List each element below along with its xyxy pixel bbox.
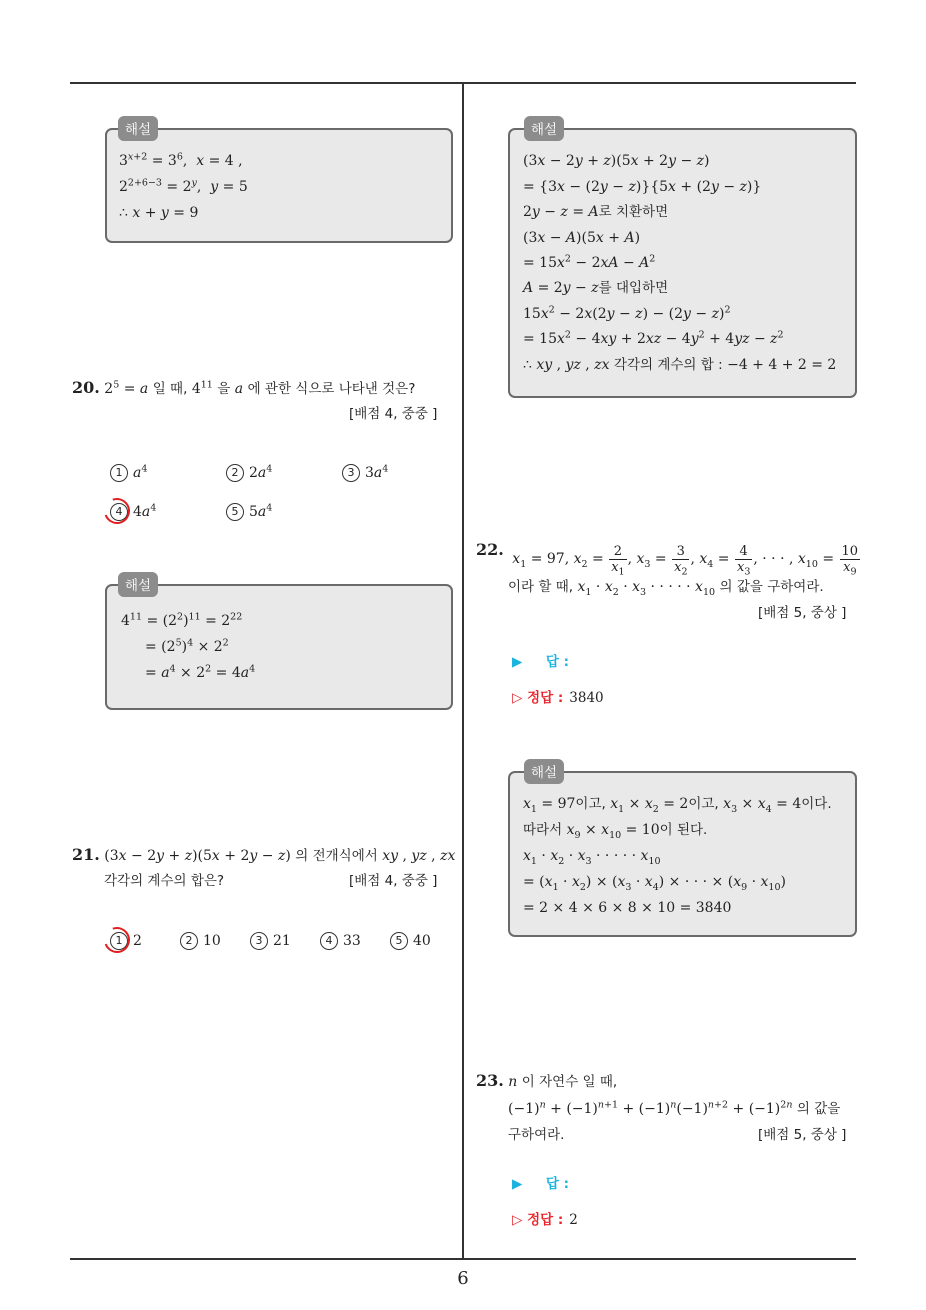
question-21-line-2: 각각의 계수의 합은? bbox=[104, 873, 225, 889]
solution-box-20 bbox=[105, 584, 453, 710]
question-23-line-3: 구하여라. bbox=[508, 1127, 565, 1143]
outline-play-icon: ▷ bbox=[512, 690, 523, 706]
outline-play-icon: ▷ bbox=[512, 1212, 523, 1228]
solution-21-line-2: = {3x − (2y − z)}{5x + (2y − z)} bbox=[523, 179, 762, 195]
solution-box-19 bbox=[105, 128, 453, 243]
solution-20-line-2: = $(2^5)^4 \times 2^2$ bbox=[145, 637, 229, 655]
choice-21-2[interactable]: 2 10 bbox=[180, 932, 221, 950]
choice-21-1[interactable]: 1 2 bbox=[110, 932, 142, 950]
solution-box-22 bbox=[508, 771, 857, 937]
choice-number-4: 4 bbox=[110, 503, 128, 521]
solution-21-line-9: ∴ xy , yz , zx 각각의 계수의 합 : −4 + 4 + 2 = 2 bbox=[523, 357, 837, 373]
choice-number-4: 4 bbox=[320, 932, 338, 950]
solution-19-line-2: $2^{2+6-3} = 2^y$, y = 5 bbox=[119, 177, 248, 195]
question-22-meta: [배점 5, 중상 ] bbox=[758, 605, 847, 621]
solution-21-line-6: A = 2y − z를 대입하면 bbox=[523, 280, 669, 296]
question-21-line-1: 21. (3x − 2y + z)(5x + 2y − z) 의 전개식에서 xy , yz , zx bbox=[72, 845, 456, 864]
choice-20-1[interactable]: 1 $a^4$ bbox=[110, 464, 147, 482]
choice-20-5[interactable]: 5 $5a^4$ bbox=[226, 503, 272, 521]
question-21-number: 21. bbox=[72, 845, 100, 864]
question-20-meta: [배점 4, 중중 ] bbox=[349, 406, 438, 422]
choice-number-3: 3 bbox=[250, 932, 268, 950]
question-20-number: 20. bbox=[72, 378, 100, 397]
solution-22-line-4: = $(x_1 \cdot x_2) \times (x_3 \cdot x_4)$ × · · · × $(x_9 \cdot x_{10})$ bbox=[523, 874, 786, 893]
choice-21-3[interactable]: 3 21 bbox=[250, 932, 291, 950]
answer-row-22[interactable] bbox=[512, 650, 569, 670]
solution-21-line-5: = $15x^2 - 2xA - A^2$ bbox=[523, 253, 656, 271]
question-21-meta: [배점 4, 중중 ] bbox=[349, 873, 438, 889]
column-divider bbox=[462, 84, 464, 1260]
solution-tag-20: 해설 bbox=[118, 572, 158, 597]
solution-21-line-3: 2y − z = A로 치환하면 bbox=[523, 204, 669, 220]
play-icon: ▶ bbox=[512, 654, 523, 670]
choice-21-5[interactable]: 5 40 bbox=[390, 932, 431, 950]
question-23-line-1: 23. n 이 자연수 일 때, bbox=[476, 1071, 618, 1090]
question-20-text: 20. $2^5 = a$ 일 때, $4^{11}$ 을 a 에 관한 식으로 나타낸 것은? bbox=[72, 378, 416, 397]
solution-20-line-3: = $a^4 \times 2^2 = 4a^4$ bbox=[145, 663, 256, 681]
solution-tag-21: 해설 bbox=[524, 116, 564, 141]
bottom-rule bbox=[70, 1258, 856, 1260]
correct-row-22 bbox=[512, 686, 604, 706]
question-23-line-2: $(-1)^n + (-1)^{n+1} + (-1)^n(-1)^{n+2} + (-1)^{2n}$ 의 값을 bbox=[508, 1099, 841, 1117]
solution-21-line-8: = $15x^2 - 4xy + 2xz - 4y^2 + 4yz - z^2$ bbox=[523, 329, 784, 347]
choice-number-1: 1 bbox=[110, 464, 128, 482]
solution-22-line-1: $x_1 = 97$이고, $x_1 \times x_2 = 2$이고, $x_3 \times x_4 = 4$이다. bbox=[523, 796, 832, 815]
answer-mark-20 bbox=[100, 494, 135, 529]
choice-21-4[interactable]: 4 33 bbox=[320, 932, 361, 950]
question-22-formula: 22. $x_1 = 97$, $x_2$ = $\frac{2}{x_1}$ , $x_3$ = $\frac{3}{x_2}$ , $x_4$ = $\frac{4}{x_3}$ , · · · , $x_{10}$ = $\frac{10}{x_9}$ bbox=[476, 540, 859, 578]
solution-22-line-5: = 2 × 4 × 6 × 8 × 10 = 3840 bbox=[523, 900, 732, 916]
choice-number-5: 5 bbox=[226, 503, 244, 521]
answer-row-23[interactable] bbox=[512, 1172, 569, 1192]
question-23-number: 23. bbox=[476, 1071, 504, 1090]
correct-label-23: 정답 : bbox=[527, 1212, 564, 1228]
choice-20-2[interactable]: 2 $2a^4$ bbox=[226, 464, 272, 482]
correct-label-22: 정답 : bbox=[527, 690, 564, 706]
correct-row-23 bbox=[512, 1208, 578, 1228]
page-number: 6 bbox=[457, 1268, 469, 1289]
solution-21-line-1: (3x − 2y + z)(5x + 2y − z) bbox=[523, 153, 710, 169]
choice-number-2: 2 bbox=[226, 464, 244, 482]
question-22-number: 22. bbox=[476, 540, 504, 559]
solution-box-21 bbox=[508, 128, 857, 398]
answer-label-22: 답 : bbox=[545, 654, 570, 670]
solution-22-line-2: 따라서 $x_9 \times x_{10} = 10$이 된다. bbox=[523, 822, 708, 841]
solution-19-line-1: $3^{x+2} = 3^6$, x = 4 , bbox=[119, 151, 243, 169]
choice-number-2: 2 bbox=[180, 932, 198, 950]
question-23-meta: [배점 5, 중상 ] bbox=[758, 1127, 847, 1143]
choice-number-5: 5 bbox=[390, 932, 408, 950]
solution-tag-22: 해설 bbox=[524, 759, 564, 784]
question-22-text: 이라 할 때, $x_1 \cdot x_2 \cdot x_3$ · · · · · $x_{10}$ 의 값을 구하여라. bbox=[508, 579, 824, 598]
choice-number-1: 1 bbox=[110, 932, 128, 950]
solution-tag-19: 해설 bbox=[118, 116, 158, 141]
choice-20-3[interactable]: 3 $3a^4$ bbox=[342, 464, 388, 482]
choice-number-3: 3 bbox=[342, 464, 360, 482]
solution-20-line-1: $4^{11} = (2^2)^{11} = 2^{22}$ bbox=[121, 611, 243, 629]
play-icon: ▶ bbox=[512, 1176, 523, 1192]
choice-20-4[interactable]: 4 $4a^4$ bbox=[110, 503, 156, 521]
solution-22-line-3: $x_1 \cdot x_2 \cdot x_3$ · · · · · $x_{10}$ bbox=[523, 848, 661, 867]
solution-19-line-3: ∴ x + y = 9 bbox=[119, 205, 199, 221]
solution-21-line-4: (3x − A)(5x + A) bbox=[523, 230, 641, 246]
correct-value-23: 2 bbox=[569, 1212, 578, 1228]
answer-label-23: 답 : bbox=[545, 1176, 570, 1192]
solution-21-line-7: $15x^2 - 2x(2y - z) - (2y - z)^2$ bbox=[523, 304, 731, 322]
answer-mark-21 bbox=[100, 923, 135, 958]
correct-value-22: 3840 bbox=[569, 690, 604, 706]
